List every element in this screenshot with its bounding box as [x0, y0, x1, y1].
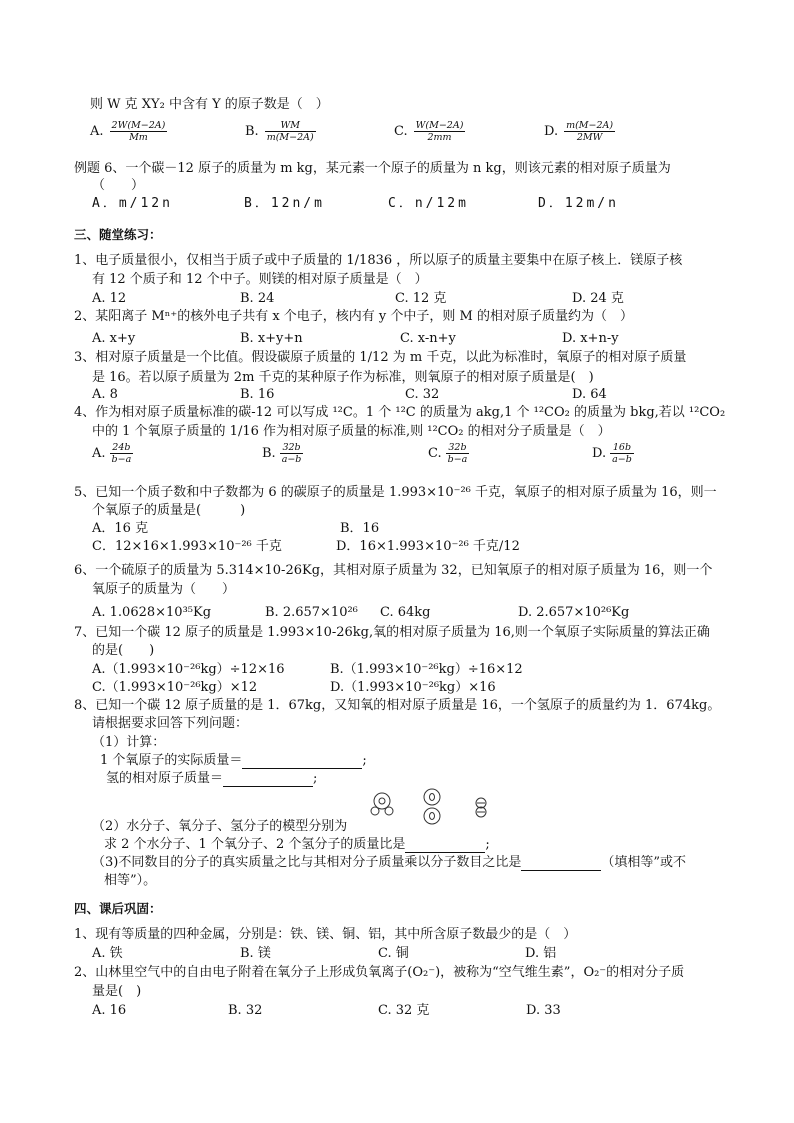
- q8-part3: （3)不同数目的分子的真实质量之比与其相对分子质量乘以分子数目之比是 （填相等”或不: [92, 855, 686, 870]
- q8-part1: （1）计算：: [92, 735, 166, 750]
- r2-option-c: C. 32 克: [378, 1003, 430, 1018]
- q4-option-a: A. $\frac{24b}{b-a}$: [92, 442, 132, 465]
- q1-option-b: B. 24: [240, 291, 275, 306]
- ex6-option-b: B．12n/m: [244, 196, 325, 211]
- q4-line2: 中的 1 个氧原子质量的 1/16 作为相对原子质量的标准,则 ¹²CO₂ 的相对分子质量是（ ）: [92, 424, 611, 439]
- q6-line2: 氧原子的质量为（ ）: [92, 582, 236, 597]
- question-text: 则 W 克 XY₂ 中含有 Y 的原子数是（ ）: [90, 97, 329, 112]
- answer-blank[interactable]: [521, 857, 601, 871]
- q5-option-c: C．12×16×1.993×10⁻²⁶ 千克: [92, 539, 282, 554]
- q6-line1: 6、一个硫原子的质量为 5.314×10-26Kg，其相对原子质量为 32，已知氧原子的相对原子质量为 16，则一个: [74, 563, 713, 578]
- q4-option-c: C. $\frac{32b}{b-a}$: [428, 442, 468, 465]
- q8-part1a: 1 个氧原子的实际质量＝ ;: [100, 753, 367, 768]
- answer-blank[interactable]: [223, 773, 313, 787]
- q3-line1: 3、相对原子质量是一个比值。假设碳原子质量的 1/12 为 m 千克，以此为标准时，氧原子的相对原子质量: [74, 350, 687, 365]
- q6-option-b: B. 2.657×10²⁶: [265, 605, 358, 620]
- example-6-text: 例题 6、一个碳－12 原子的质量为 m kg，某元素一个原子的质量为 n kg，则该元素的相对原子质量为: [74, 161, 671, 176]
- r1-option-d: D. 铝: [525, 946, 557, 961]
- water-molecule-icon: [371, 793, 393, 815]
- hydrogen-molecule-icon: [476, 798, 486, 817]
- q3-option-a: A. 8: [92, 387, 118, 402]
- option-a: A. $\frac{2W(M-2A)}{Mm}$: [90, 120, 166, 143]
- q2-line1: 2、某阳离子 Mⁿ⁺的核外电子共有 x 个电子，核内有 y 个中子，则 M 的相对原子质量约为（ ）: [74, 309, 633, 324]
- q5-line1: 5、已知一个质子数和中子数都为 6 的碳原子的质量是 1.993×10⁻²⁶ 千克，氧原子的相对原子质量为 16，则一: [74, 485, 717, 500]
- option-c: C. $\frac{W(M-2A)}{2mm}$: [394, 120, 464, 143]
- r1-option-a: A. 铁: [92, 946, 123, 961]
- q3-option-c: C. 32: [405, 387, 440, 402]
- q1-line2: 有 12 个质子和 12 个中子。则镁的相对原子质量是（ ）: [92, 272, 428, 287]
- r1-option-b: B. 镁: [240, 946, 271, 961]
- q1-line1: 1、电子质量很小，仅相当于质子或中子质量的 1/1836 ，所以原子的质量主要集中在原子核上．镁原子核: [74, 253, 683, 268]
- q2-option-a: A. x+y: [92, 331, 136, 346]
- answer-blank[interactable]: [405, 839, 485, 853]
- q7-option-a: A.（1.993×10⁻²⁶kg）÷12×16: [92, 662, 285, 677]
- q7-option-c: C.（1.993×10⁻²⁶kg）×12: [92, 680, 258, 695]
- q7-option-b: B.（1.993×10⁻²⁶kg）÷16×12: [330, 662, 523, 677]
- q6-option-d: D. 2.657×10²⁶Kg: [518, 605, 630, 620]
- r2-option-d: D. 33: [526, 1003, 561, 1018]
- q3-option-b: B. 16: [240, 387, 275, 402]
- r2-line1: 2、山林里空气中的自由电子附着在氧分子上形成负氧离子(O₂⁻)，被称为“空气维生素”，O₂⁻的相对分子质: [74, 965, 685, 980]
- ex6-option-d: D．12m/n: [538, 196, 619, 211]
- q5-line2: 个氧原子的质量是( ): [92, 503, 246, 518]
- q7-line2: 的是( ): [92, 643, 155, 658]
- section-title: 三、随堂练习：: [74, 227, 162, 242]
- q2-option-b: B. x+y+n: [240, 331, 303, 346]
- q5-option-a: A．16 克: [92, 521, 149, 536]
- q7-option-d: D.（1.993×10⁻²⁶kg）×16: [330, 680, 496, 695]
- q6-option-c: C. 64kg: [380, 605, 431, 620]
- ex6-option-c: C．n/12m: [388, 196, 469, 211]
- section-title: 四、课后巩固：: [74, 901, 162, 916]
- q2-option-d: D. x+n-y: [562, 331, 619, 346]
- q4-option-b: B. $\frac{32b}{a-b}$: [262, 442, 302, 465]
- q3-line2: 是 16。若以原子质量为 2m 千克的某种原子作为标准，则氧原子的相对原子质量是( ): [92, 370, 594, 385]
- r2-option-b: B. 32: [228, 1003, 263, 1018]
- r1-option-c: C. 铜: [378, 946, 409, 961]
- q8-line1: 8、已知一个碳 12 原子质量的是 1．67kg，又知氧的相对原子质量是 16，一个氢原子的质量约为 1．674kg。: [74, 698, 721, 713]
- example-6-paren: （ ）: [92, 178, 145, 193]
- r2-option-a: A. 16: [92, 1003, 127, 1018]
- q8-line2: 请根据要求回答下列问题：: [92, 716, 249, 731]
- q5-option-b: B．16: [340, 521, 380, 536]
- q4-option-d: D. $\frac{16b}{a-b}$: [592, 442, 632, 465]
- q7-line1: 7、已知一个碳 12 原子的质量是 1.993×10-26kg,氧的相对原子质量为 16,则一个氧原子实际质量的算法正确: [74, 625, 710, 640]
- q8-part3-cont: 相等”）。: [104, 873, 157, 888]
- q1-option-d: D. 24 克: [572, 291, 624, 306]
- q1-option-c: C. 12 克: [395, 291, 447, 306]
- q1-option-a: A. 12: [92, 291, 127, 306]
- option-b: B. $\frac{WM}{m(M-2A)}$: [245, 120, 314, 143]
- q8-part2a: 求 2 个水分子、1 个氧分子、2 个氢分子的质量比是 ;: [104, 837, 490, 852]
- q8-part1b: 氢的相对原子质量＝ ;: [106, 771, 318, 786]
- r1-line1: 1、现有等质量的四种金属，分别是：铁、镁、铜、铝，其中所含原子数最少的是（ ）: [74, 927, 577, 942]
- option-d: D. $\frac{m(M-2A)}{2MW}$: [544, 120, 614, 143]
- molecule-models-figure: [368, 788, 498, 828]
- q8-part2: （2）水分子、氧分子、氢分子的模型分别为: [92, 819, 348, 834]
- answer-blank[interactable]: [242, 755, 362, 769]
- q2-option-c: C. x-n+y: [400, 331, 456, 346]
- r2-line2: 量是( ): [92, 984, 142, 999]
- q3-option-d: D. 64: [572, 387, 607, 402]
- q5-option-d: D．16×1.993×10⁻²⁶ 千克/12: [336, 539, 520, 554]
- oxygen-molecule-icon: [424, 789, 440, 824]
- ex6-option-a: A．m/12n: [92, 196, 173, 211]
- q4-line1: 4、作为相对原子质量标准的碳-12 可以写成 ¹²C。1 个 ¹²C 的质量为 akg,1 个 ¹²CO₂ 的质量为 bkg,若以 ¹²CO₂: [74, 405, 726, 420]
- q6-option-a: A. 1.0628×10³⁵Kg: [92, 605, 212, 620]
